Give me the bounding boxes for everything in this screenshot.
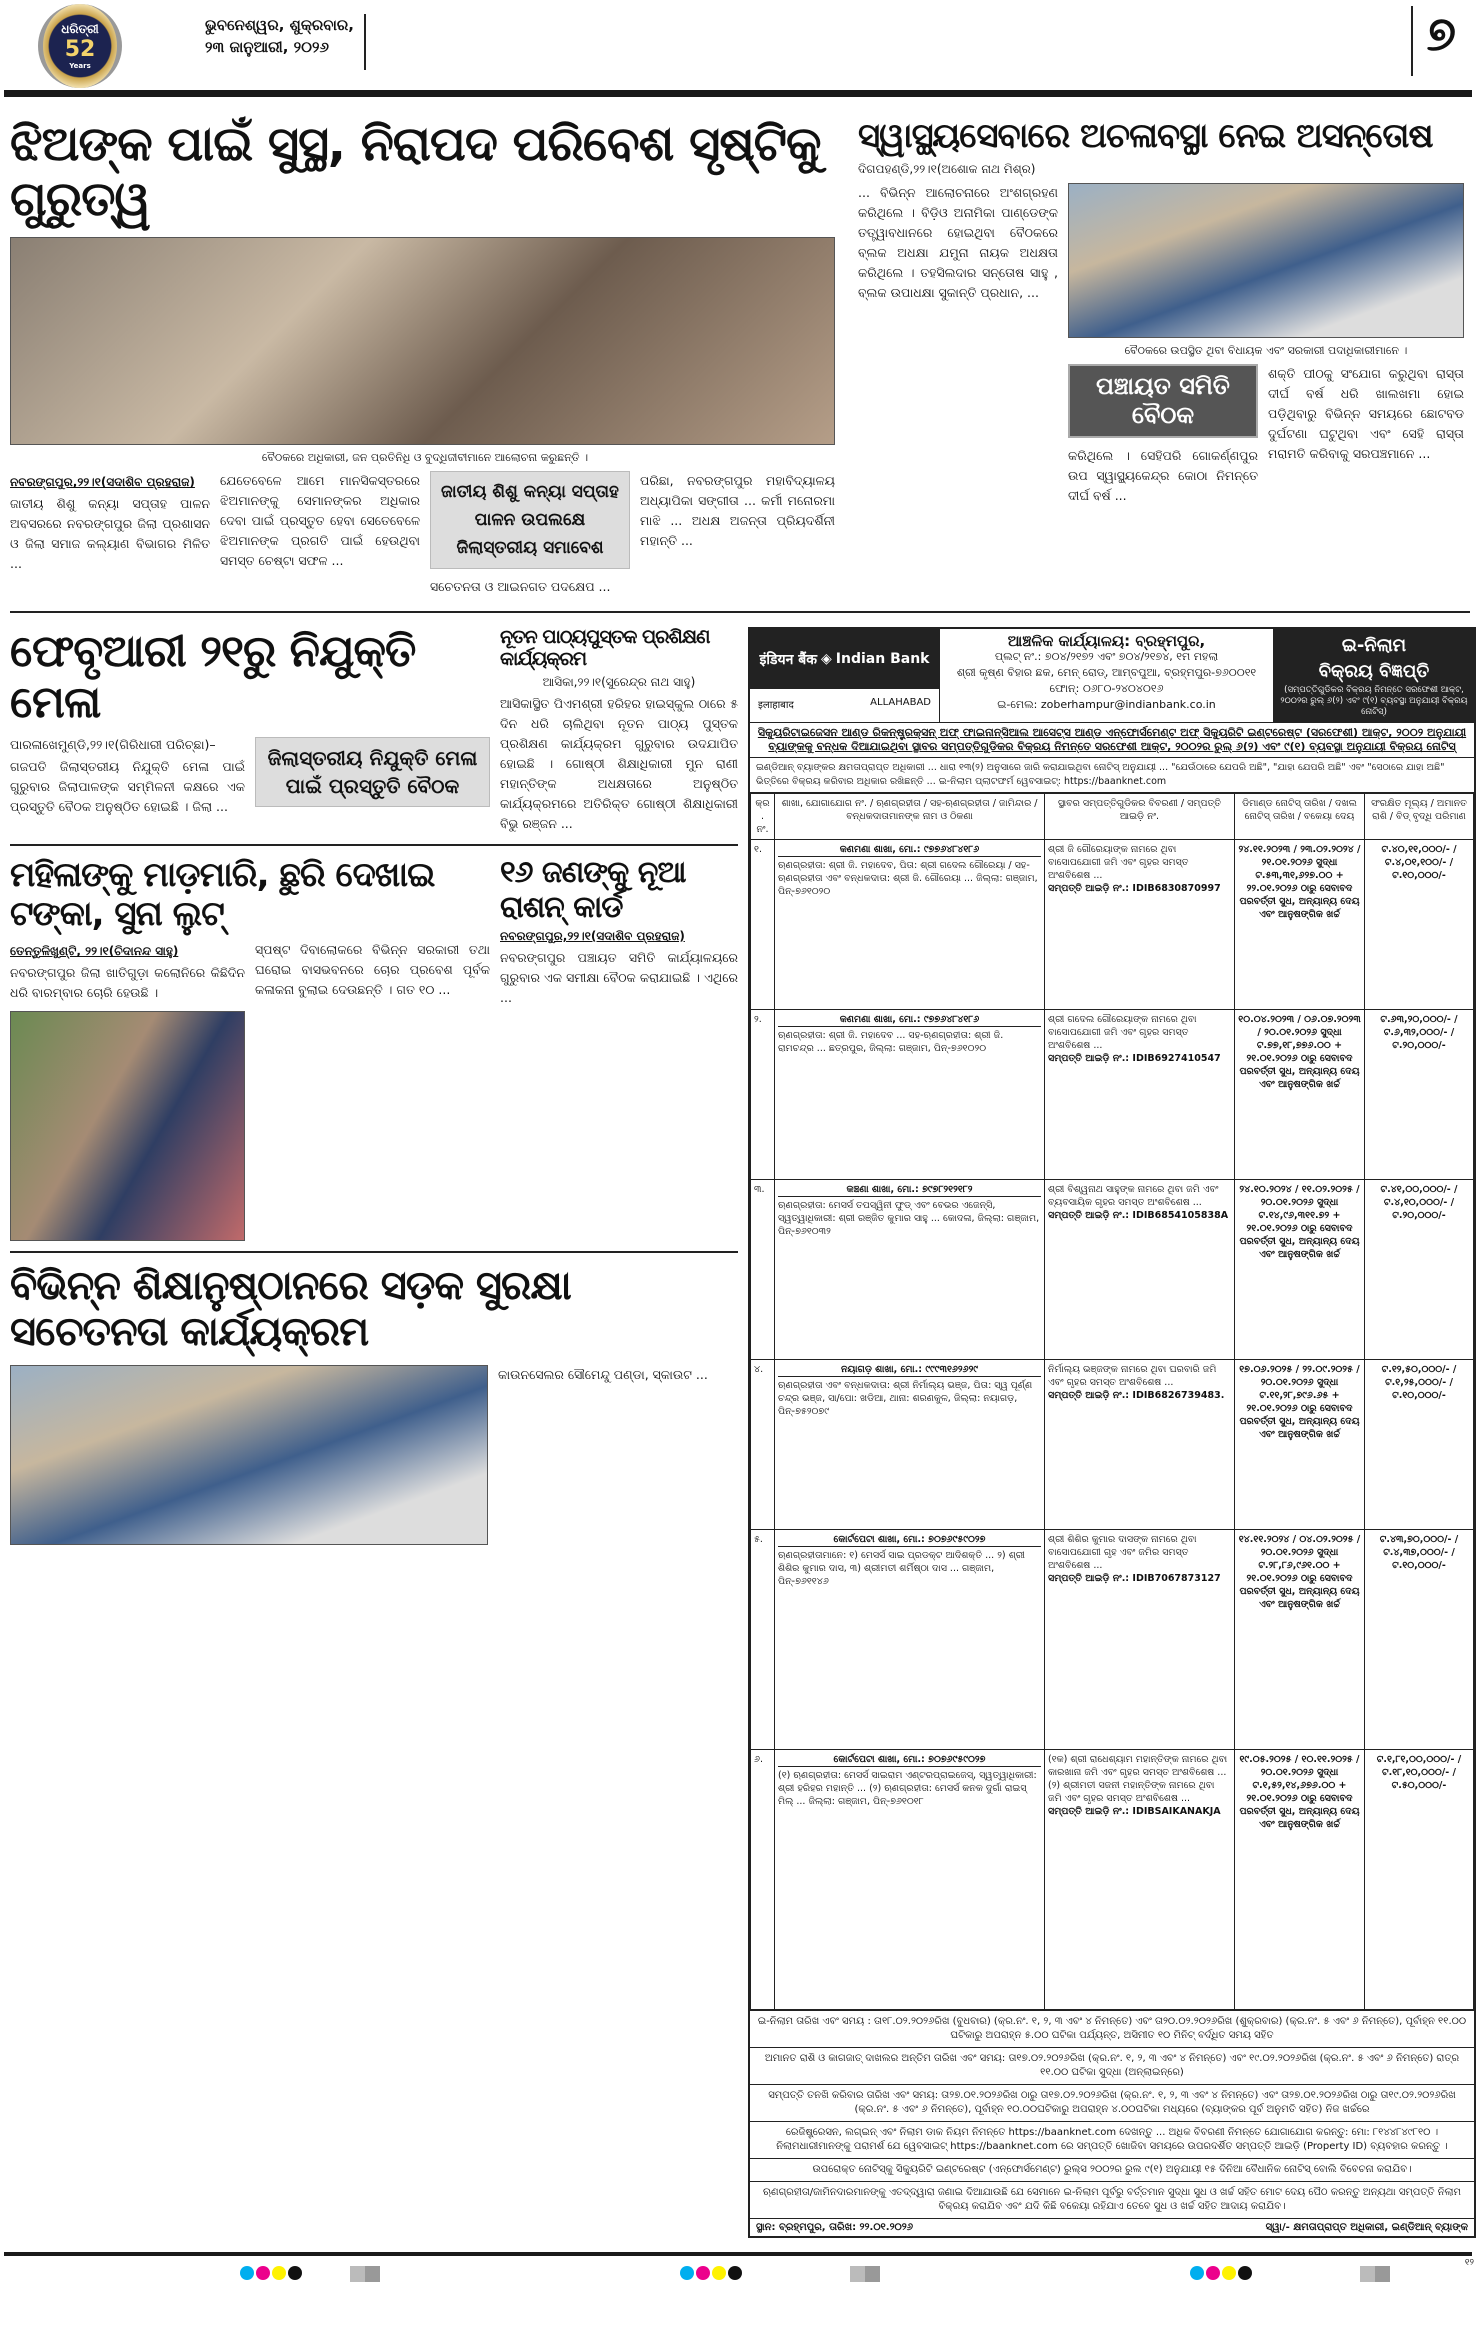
dateline-date: ୨୩ ଜାନୁଆରୀ, ୨୦୨୬ xyxy=(205,38,329,56)
story1-headline: ଝିଅଙ୍କ ପାଇଁ ସୁସ୍ଥ, ନିରାପଦ ପରିବେଶ ସୃଷ୍ଟିକୁ ଗୁରୁତ୍ୱ xyxy=(10,116,821,228)
notice-intro: ଇଣ୍ଡିଆନ୍ ବ୍ୟାଙ୍କର କ୍ଷମତାପ୍ରାପ୍ତ ଅଧିକାରୀ ... ଧାରା ୧୩(୨) ଅନୁସାରେ ଜାରି କରାଯାଇଥିବା ନୋଟିସ୍ ଅନୁଯାୟୀ ... "ଯେଉଁଠାରେ ଯେପରି ଅଛି", "ଯାହା ଯେପରି ଅଛି" ଏବଂ "ସେଠାରେ ଯାହା ଅଛି" ଭିତ୍ତିରେ ବିକ୍ରୟ କରିବାର ଅଧିକାର ରଖିଛନ୍ତି ... ଇ-ନିଲାମ ପ୍ଲାଟଫର୍ମ ୱେବସାଇଟ୍: https://baanknet.com xyxy=(750,758,1474,793)
row-number: ୫. xyxy=(751,1530,775,1750)
section-divider xyxy=(10,844,738,846)
story3-box: ଜିଲାସ୍ତରୀୟ ନିଯୁକ୍ତି ମେଳା ପାଇଁ ପ୍ରସ୍ତୁତି ବୈଠକ xyxy=(255,737,490,807)
story7 xyxy=(10,1263,738,1545)
property-details: ଶ୍ରୀ ଜି ଗୌରେୟାଙ୍କ ନାମରେ ଥିବା ବାସୋପଯୋଗୀ ଜମି ଏବଂ ଗୃହର ସମସ୍ତ ଅଂଶବିଶେଷ ... xyxy=(1048,844,1189,882)
reserve-price: ଟ.୬୩,୨୦,୦୦୦/- / ଟ.୬,୩୨,୦୦୦/- / ଟ.୨୦,୦୦୦/- xyxy=(1365,1010,1474,1180)
story3-col1: ଗଜପତି ଜିଲାସ୍ତରୀୟ ନିଯୁକ୍ତି ମେଳା ପାଇଁ ଗୁରୁବାର ଜିଲାପାଳଙ୍କ ସମ୍ମିଳନୀ କକ୍ଷରେ ଏକ ପ୍ରସ୍ତୁତି ବୈଠକ ଅନୁଷ୍ଠିତ ହୋଇଛି । ଜିଲା ... xyxy=(10,758,245,814)
color-dot xyxy=(1206,2266,1220,2280)
office-email: ଇ-ମେଲ: zoberhampur@indianbank.co.in xyxy=(997,698,1216,712)
auction-note: ଉପରୋକ୍ତ ନୋଟିସ୍‌କୁ ସିକ୍ୟୁରିଟି ଇଣ୍ଟରେଷ୍ଟ (ଏନ୍ଫୋର୍ସମେଣ୍ଟ) ରୁଲ୍ସ ୨୦୦୨ର ରୁଲ ୯(୧) ଅନୁଯାୟୀ ୧୫ ଦିନିଆ ବୈଧାନିକ ନୋଟିସ୍ ବୋଲି ବିବେଚନା କରାଯିବ। xyxy=(750,2158,1474,2181)
auction-subtitle: (ସମ୍ପତ୍ତିଗୁଡିକର ବିକ୍ରୟ ନିମନ୍ତେ ସରଫେଶୀ ଆକ୍ଟ, ୨୦୦୨ର ରୁଲ୍ ୬(୨) ଏବଂ ୯(୧) ବ୍ୟବସ୍ଥା ଅନୁଯାୟୀ ବିକ୍ରୟ ନୋଟିସ୍) xyxy=(1280,685,1468,718)
story7-col1: କାଉନସେଲର ସୌମେନ୍ଦୁ ପଣ୍ଡା, ସ୍କାଉଟ ... xyxy=(498,1367,708,1383)
story6-byline: ନବରଙ୍ଗପୁର,୨୨।୧(ସଦାଶିବ ପ୍ରହରାଜ) xyxy=(500,929,685,944)
table-row xyxy=(751,1750,1474,2010)
branch-contact: କୋର୍ଟପେଟା ଶାଖା, ମୋ.: ୭୦୭୬୯୫୯୦୨୭ xyxy=(778,1753,1041,1767)
property-details: ନିର୍ମାଲ୍ୟ ଭଞ୍ଜଙ୍କ ନାମରେ ଥିବା ଘରବାରି ଜମି ଏବଂ ଗୃହର ସମସ୍ତ ଅଂଶବିଶେଷ ... xyxy=(1048,1364,1217,1389)
masthead xyxy=(0,0,1476,90)
color-dot xyxy=(240,2266,254,2280)
color-dot xyxy=(728,2266,742,2280)
property-id: ସମ୍ପତ୍ତି ଆଇଡ଼ି ନଂ.: IDIB6830870997 xyxy=(1048,883,1221,895)
auction-note: ରେଜିଷ୍ଟ୍ରେସନ, ଲଗ୍‌ଇନ୍ ଏବଂ ନିଲାମ ଡାକ ନିୟମ ନିମନ୍ତେ https://baanknet.com ଦେଖନ୍ତୁ ... ଅଧିକ ବିବରଣୀ ନିମନ୍ତେ ଯୋଗାଯୋଗ କରନ୍ତୁ: ମୋ: ୮୧୪୪୮୪୯୮୧୦ । ନିଲାମଧାରୀମାନଙ୍କୁ ପରାମର୍ଶ ଯେ ୱେବସାଇଟ୍ https://baanknet.com ରେ ସମ୍ପତ୍ତି ଖୋଜିବା ସମୟରେ ଉପରଦର୍ଶିତ ସମ୍ପତ୍ତି ଆଇଡ଼ି (Property ID) ବ୍ୟବହାର କରନ୍ତୁ । xyxy=(750,2121,1474,2158)
auction-note: ଋଣଗ୍ରହୀତା/ଜାମିନଦାରମାନଙ୍କୁ ଏତଦ୍‌ଦ୍ୱାରା ଜଣାଇ ଦିଆଯାଉଛି ଯେ ସେମାନେ ଇ-ନିଲାମ ପୂର୍ବରୁ ବର୍ତ୍ତମାନ ସୁଦ୍ଧା ସୁଧ ଓ ଖର୍ଚ୍ଚ ସହିତ ମୋଟ ଦେୟ ପୈଠ କରନ୍ତୁ ଅନ୍ୟଥା ସମ୍ପତ୍ତି ନିଲାମ ବିକ୍ରୟ କରାଯିବ ଏବଂ ଯଦି କିଛି ବକେୟା ରହିଯାଏ ତେବେ ସୁଧ ଓ ଖର୍ଚ୍ଚ ସହିତ ଆଦାୟ କରାଯିବ। xyxy=(750,2181,1474,2218)
auction-table xyxy=(750,793,1474,2010)
table-row xyxy=(751,1530,1474,1750)
property-id: ସମ୍ପତ୍ତି ଆଇଡ଼ି ନଂ.: IDIB6927410547 xyxy=(1048,1053,1221,1065)
table-header: ଶାଖା, ଯୋଗାଯୋଗ ନଂ. / ଋଣଗ୍ରହୀତା / ସହ-ଋଣଗ୍ରହୀତା / ଜାମିନ୍ଦାର / ବନ୍ଧକଦାତାମାନଙ୍କ ନାମ ଓ ଠିକଣା xyxy=(775,794,1045,840)
notice-signatory: ସ୍ୱା/- କ୍ଷମତାପ୍ରାପ୍ତ ଅଧିକାରୀ, ଇଣ୍ଡିଆନ୍ ବ୍ୟାଙ୍କ xyxy=(1265,2222,1468,2234)
auction-note: ଅମାନତ ରାଶି ଓ କାଗଜାତ୍ ଦାଖଲର ଅନ୍ତିମ ତାରିଖ ଏବଂ ସମୟ: ତା୧୭.୦୨.୨୦୨୬ରିଖ (କ୍ର.ନଂ. ୧, ୨, ୩ ଏବଂ ୪ ନିମନ୍ତେ) ଏବଂ ୧୯.୦୨.୨୦୨୬ରିଖ (କ୍ର.ନଂ. ୫ ଏବଂ ୬ ନିମନ୍ତେ) ରାତ୍ର ୧୧.୦୦ ଘଟିକା ସୁଦ୍ଧା (ଅନ୍‌ଲାଇନ୍‌ରେ) xyxy=(750,2047,1474,2084)
color-registration-dots xyxy=(680,2266,744,2280)
story2-byline: ଦିଗପହଣ୍ଡି,୨୨।୧(ଅଶୋକ ନାଥ ମିଶ୍ର) xyxy=(858,162,1036,177)
story2-photo xyxy=(1068,183,1464,338)
notice-dates-dues: ୧୭.୦୬.୨୦୨୫ / ୨୨.୦୯.୨୦୨୫ / ୨୦.୦୧.୨୦୨୬ ସୁଦ୍ଧା ଟ.୧୧,୨୮,୭୯୬.୬୫ + ୨୧.୦୧.୨୦୨୬ ଠାରୁ ସେବାବଦ ପରବର୍ତ୍ତୀ ସୁଧ, ଅନ୍ୟାନ୍ୟ ଦେୟ ଏବଂ ଆନୁଷଙ୍ଗିକ ଖର୍ଚ୍ଚ xyxy=(1235,1360,1365,1530)
story2-headline: ସ୍ୱାସ୍ଥ୍ୟସେବାରେ ଅଚଳାବସ୍ଥା ନେଇ ଅସନ୍ତୋଷ xyxy=(858,116,1433,156)
gray-registration-square xyxy=(350,2266,380,2282)
borrower-cell xyxy=(775,840,1045,1010)
story4-col1: ଆସିକାସ୍ଥିତ ପିଏମଶ୍ରୀ ହରିହର ହାଇସ୍କୁଲ ଠାରେ ୫ ଦିନ ଧରି ଚାଲିଥିବା ନୂତନ ପାଠ୍ୟ ପୁସ୍ତକ ପ୍ରଶିକ୍ଷଣ କାର୍ଯ୍ୟକ୍ରମ ଗୁରୁବାର ଉଦଯାପିତ ହୋଇଛି । ଗୋଷ୍ଠୀ ଶିକ୍ଷାଧିକାରୀ ମୁନ ରାଣୀ ମହାନ୍ତିଙ୍କ ଅଧକ୍ଷତାରେ ଅନୁଷ୍ଠିତ କାର୍ଯ୍ୟକ୍ରମରେ ଅତିରିକ୍ତ ଗୋଷ୍ଠୀ ଶିକ୍ଷାଧିକାରୀ ବିଭୁ ରଞ୍ଜନ ... xyxy=(500,696,738,832)
branch-contact: କୋର୍ଟପେଟା ଶାଖା, ମୋ.: ୭୦୭୬୯୫୯୦୨୭ xyxy=(778,1533,1041,1547)
story7-headline: ବିଭିନ୍ନ ଶିକ୍ଷାନୁଷ୍ଠାନରେ ସଡ଼କ ସୁରକ୍ଷା ସଚେତନତା କାର୍ଯ୍ୟକ୍ରମ xyxy=(10,1263,571,1356)
registration-marks xyxy=(20,2266,1420,2284)
auction-title1: ଇ-ନିଲାମ xyxy=(1341,635,1407,657)
indian-bank-auction-notice xyxy=(748,627,1476,2238)
story2-box: ପଞ୍ଚାୟତ ସମିତି ବୈଠକ xyxy=(1068,364,1258,438)
color-dot xyxy=(1190,2266,1204,2280)
story1-caption: ବୈଠକରେ ଅଧିକାରୀ, ଜନ ପ୍ରତିନିଧି ଓ ବୁଦ୍ଧିଜୀବୀମାନେ ଆଲୋଚନା କରୁଛନ୍ତି । xyxy=(261,451,589,465)
property-cell xyxy=(1045,1180,1235,1360)
table-header: ସ୍ଥାବର ସମ୍ପତ୍ତିଗୁଡିକର ବିବରଣୀ / ସମ୍ପତ୍ତି ଆଇଡ଼ି ନଂ. xyxy=(1045,794,1235,840)
story2-col2: କରିଥିଲେ । ସେହିପରି ଗୋକର୍ଣ୍ଣପୁର ଉପ ସ୍ୱାସ୍ଥ୍ୟକେନ୍ଦ୍ର କୋଠା ନିମନ୍ତେ ଦୀର୍ଘ ବର୍ଷ ... xyxy=(1068,447,1258,503)
color-dot xyxy=(696,2266,710,2280)
borrower-cell xyxy=(775,1180,1045,1360)
table-header: ସଂରକ୍ଷିତ ମୂଲ୍ୟ / ଅମାନତ ରାଶି / ବିଡ୍ ବୃଦ୍ଧି ପରିମାଣ xyxy=(1365,794,1474,840)
page-number: ୭ xyxy=(1411,6,1456,76)
story3-byline: ପାରଳାଖେମୁଣ୍ଡି,୨୨।୧(ଗିରିଧାରୀ ପରିଚ୍ଛା)– xyxy=(10,736,216,752)
property-details: (୧କ) ଶ୍ରୀ ରାଧେଶ୍ୟାମ ମହାନ୍ତିଙ୍କ ନାମରେ ଥିବା କାରଖାନା ଜମି ଏବଂ ଗୃହର ସମସ୍ତ ଅଂଶବିଶେଷ ... (୨) ଶ୍ରୀମତୀ ସଜନୀ ମହାନ୍ତିଙ୍କ ନାମରେ ଥିବା ଜମି ଏବଂ ଗୃହର ସମସ୍ତ ଅଂଶବିଶେଷ ... xyxy=(1048,1754,1228,1805)
property-id: ସମ୍ପତ୍ତି ଆଇଡ଼ି ନଂ.: IDIB6854105838A xyxy=(1048,1210,1229,1222)
dateline xyxy=(205,14,366,70)
story2-col1: ... ବିଭିନ୍ନ ଆଲୋଚନାରେ ଅଂଶଗ୍ରହଣ କରିଥିଲେ । ବିଡ଼ିଓ ଅନାମିକା ପାଣ୍ଡେଙ୍କ ତତ୍ତ୍ୱାବଧାନରେ ହୋଇଥିବା ବୈଠକରେ ବ୍ଲକ ଅଧକ୍ଷା ଯମୁନା ନାୟକ ଅଧକ୍ଷତା କରିଥିଲେ । ତହସିଲଦାର ସନ୍ତୋଷ ସାହୁ , ବ୍ଲକ ଉପାଧକ୍ଷା ସୁକାନ୍ତି ପ୍ରଧାନ, ... xyxy=(858,185,1058,301)
property-details: ଶ୍ରୀ ବିଶ୍ୱନାଥ ସାହୁଙ୍କ ନାମରେ ଥିବା ଜମି ଏବଂ ବ୍ୟବସାୟିକ ଗୃହର ସମସ୍ତ ଅଂଶବିଶେଷ ... xyxy=(1048,1184,1219,1209)
branch-contact: ନୟାଗଡ଼ ଶାଖା, ମୋ.: ୯୯୯୩୧୬୨୬୨୯ xyxy=(778,1363,1041,1377)
row-number: ୨. xyxy=(751,1010,775,1180)
borrower-cell xyxy=(775,1010,1045,1180)
borrower-details: (୧) ଋଣଗ୍ରହୀତା: ମେସର୍ସ ସାଇରାମ ଏଣ୍ଟରପ୍ରାଇଜେସ୍, ସ୍ୱତ୍ୱାଧିକାରୀ: ଶ୍ରୀ ହରିହର ମହାନ୍ତି ... (୨) ଋଣଗ୍ରହୀତା: ମେସର୍ସ କନକ ଦୁର୍ଗା ରାଇସ୍ ମିଲ୍ ... ଜିଲ୍ଲା: ଗଞ୍ଜାମ, ପିନ୍-୭୬୧୦୧୮ xyxy=(778,1770,1037,1808)
color-dot xyxy=(1238,2266,1252,2280)
borrower-details: ଋଣଗ୍ରହୀତା: ଶ୍ରୀ ଜି. ମହାଦେବ, ପିତା: ଶ୍ରୀ ଗଦେଲ ଗୌରେୟା / ସହ-ଋଣଗ୍ରହୀତା ଏବଂ ବନ୍ଧକଦାତା: ଶ୍ରୀ ଜି. ଗୌରେୟା ... ଜିଲ୍ଲା: ଗଞ୍ଜାମ, ପିନ୍-୭୬୧୦୨୦ xyxy=(778,860,1038,898)
row-number: ୪. xyxy=(751,1360,775,1530)
color-dot xyxy=(680,2266,694,2280)
dateline-place-day: ଭୁବନେଶ୍ୱର, ଶୁକ୍ରବାର, xyxy=(205,16,354,34)
reserve-price: ଟ.୧୨,୫୦,୦୦୦/- / ଟ.୧,୨୫,୦୦୦/- / ଟ.୧୦,୦୦୦/- xyxy=(1365,1360,1474,1530)
borrower-cell xyxy=(775,1530,1045,1750)
gray-registration-square xyxy=(850,2266,880,2282)
property-cell xyxy=(1045,1750,1235,2010)
gray-registration-square xyxy=(1360,2266,1390,2282)
footer-rule xyxy=(4,2252,1472,2256)
newspaper-logo xyxy=(38,4,122,88)
office-address xyxy=(940,629,1274,722)
story5 xyxy=(10,856,490,1241)
masthead-rule xyxy=(4,90,1472,97)
bank-name-hindi: इंडियन बैंक xyxy=(759,651,818,668)
notice-dates-dues: ୧୦.୦୪.୨୦୨୩ / ୦୬.୦୭.୨୦୨୩ / ୨୦.୦୧.୨୦୨୬ ସୁଦ୍ଧା ଟ.୭୭,୧୮,୭୭୬.୦୦ + ୨୧.୦୧.୨୦୨୬ ଠାରୁ ସେବାବଦ ପରବର୍ତ୍ତୀ ସୁଧ, ଅନ୍ୟାନ୍ୟ ଦେୟ ଏବଂ ଆନୁଷଙ୍ଗିକ ଖର୍ଚ୍ଚ xyxy=(1235,1010,1365,1180)
story2-photo-caption: ବୈଠକରେ ଉପସ୍ଥିତ ଥିବା ବିଧାୟକ ଏବଂ ସରକାରୀ ପଦାଧିକାରୀମାନେ । xyxy=(1124,344,1408,358)
borrower-details: ଋଣଗ୍ରହୀତା: ମେସର୍ସ ତପସ୍ୱିନୀ ଫୁଡ୍ ଏବଂ ବେଭର ଏଜେନ୍ସି, ସ୍ୱତ୍ୱାଧିକାରୀ: ଶ୍ରୀ ରଞ୍ଜିତ କୁମାର ସାହୁ ... କୋଦଳା, ଜିଲ୍ଲା: ଗଞ୍ଜାମ, ପିନ୍-୭୬୧୦୩୨ xyxy=(778,1200,1040,1238)
table-row xyxy=(751,840,1474,1010)
section-divider xyxy=(10,1251,738,1253)
property-id: ସମ୍ପତ୍ତି ଆଇଡ଼ି ନଂ.: IDIBSAIKANAKJA xyxy=(1048,1806,1221,1818)
lower-section xyxy=(0,613,1476,2238)
bank-name-english: Indian Bank xyxy=(835,651,930,668)
color-registration-dots xyxy=(1190,2266,1254,2280)
notice-dates-dues: ୧୯.୦୫.୨୦୨୫ / ୧୦.୧୧.୨୦୨୫ / ୨୦.୦୧.୨୦୨୬ ସୁଦ୍ଧା ଟ.୧,୫୨,୧୪,୬୭୬.୦୦ + ୨୧.୦୧.୨୦୨୬ ଠାରୁ ସେବାବଦ ପରବର୍ତ୍ତୀ ସୁଧ, ଅନ୍ୟାନ୍ୟ ଦେୟ ଏବଂ ଆନୁଷଙ୍ଗିକ ଖର୍ଚ୍ଚ xyxy=(1235,1750,1365,2010)
bank-emblem-icon: ◈ xyxy=(821,651,832,668)
row-number: ୩. xyxy=(751,1180,775,1360)
table-header: କ୍ର. ନଂ. xyxy=(751,794,775,840)
color-dot xyxy=(272,2266,286,2280)
property-details: ଶ୍ରୀ ଗଦେଲ ଗୌରେୟାଙ୍କ ନାମରେ ଥିବା ବାସୋପଯୋଗୀ ଜମି ଏବଂ ଗୃହର ସମସ୍ତ ଅଂଶବିଶେଷ ... xyxy=(1048,1014,1197,1052)
story2 xyxy=(858,117,1464,597)
table-header: ଡିମାଣ୍ଡ ନୋଟିସ୍ ତାରିଖ / ଦଖଲ ନୋଟିସ୍ ତାରିଖ / ବକେୟା ଦେୟ xyxy=(1235,794,1365,840)
allahabad-english: ALLAHABAD xyxy=(870,697,931,709)
lower-left-column xyxy=(10,613,738,1545)
story2-col3: ଶକ୍ତି ପୀଠକୁ ସଂଯୋଗ କରୁଥିବା ରାସ୍ତା ଦୀର୍ଘ ବର୍ଷ ଧରି ଖାଲଖମା ହୋଇ ପଡ଼ିଥିବାରୁ ବିଭିନ୍ନ ସମୟରେ ଛୋଟବଡ ଦୁର୍ଘଟଣା ଘଟୁଥିବା ଏବଂ ସେହି ରାସ୍ତା ମରାମତି କରିବାକୁ ସରପଞ୍ଚମାନେ ... xyxy=(1268,366,1464,462)
borrower-details: ଋଣଗ୍ରହୀତା: ଶ୍ରୀ ଜି. ମହାଦେବ ... ସହ-ଋଣଗ୍ରହୀତା: ଶ୍ରୀ ଜି. ରାମଚନ୍ଦ୍ର ... ଛତ୍ରପୁର, ଜିଲ୍ଲା: ଗଞ୍ଜାମ, ପିନ୍-୭୬୧୦୨୦ xyxy=(778,1030,1004,1055)
story1-subhead: ଜାତୀୟ ଶିଶୁ କନ୍ୟା ସପ୍ତାହ ପାଳନ ଉପଲକ୍ଷେ ଜିଲାସ୍ତରୀୟ ସମାବେଶ xyxy=(430,471,630,569)
office-line1: ପ୍ଲଟ୍ ନଂ.: ୭୦୪/୨୧୭୨ ଏବଂ ୭୦୪/୨୧୭୪, ୧ମ ମହଲା xyxy=(994,650,1219,664)
story6 xyxy=(500,856,738,1008)
color-dot xyxy=(288,2266,302,2280)
story5-headline: ମହିଳାଙ୍କୁ ମାଡ଼ମାରି, ଛୁରି ଦେଖାଇ ଟଙ୍କା, ସୁନା ଲୁଟ୍ xyxy=(10,855,435,935)
borrower-cell xyxy=(775,1360,1045,1530)
borrower-details: ଋଣଗ୍ରହୀତା ଏବଂ ବନ୍ଧକଦାତା: ଶ୍ରୀ ନିର୍ମାଲ୍ୟ ଭଞ୍ଜ, ପିତା: ସ୍ୱ ପୂର୍ଣ୍ଣ ଚନ୍ଦ୍ର ଭଞ୍ଜ, ସା/ପୋ: ଖଡିଆ, ଥାନା: ଶରଣକୁଳ, ଜିଲ୍ଲା: ନୟାଗଡ଼, ପିନ୍-୭୫୨୦୭୯ xyxy=(778,1380,1033,1418)
office-phone: ଫୋନ୍: ୦୬୮୦-୨୪୦୪୦୧୬ xyxy=(1049,682,1164,696)
story5-col2: ସ୍ପଷ୍ଟ ଦିବାଲୋକରେ ବିଭିନ୍ନ ସରକାରୀ ତଥା ଘରୋଇ ବାସଭବନରେ ଚୋର ପ୍ରବେଶ ପୂର୍ବକ କଳାକନା ବୁଲାଇ ଦେଉଛନ୍ତି । ଗତ ୧୦ ... xyxy=(255,942,490,998)
story1-photo xyxy=(10,237,835,445)
notice-dates-dues: ୨୪.୧୧.୨୦୨୩ / ୨୩.୦୨.୨୦୨୪ / ୨୧.୦୧.୨୦୨୬ ସୁଦ୍ଧା ଟ.୫୩,୩୧,୬୨୭.୦୦ + ୨୨.୦୧.୨୦୨୬ ଠାରୁ ସେବାବଦ ପରବର୍ତ୍ତୀ ସୁଧ, ଅନ୍ୟାନ୍ୟ ଦେୟ ଏବଂ ଆନୁଷଙ୍ଗିକ ଖର୍ଚ୍ଚ xyxy=(1235,840,1365,1010)
reserve-price: ଟ.୪୩,୭୦,୦୦୦/- / ଟ.୪,୩୭,୦୦୦/- / ଟ.୧୦,୦୦୦/- xyxy=(1365,1530,1474,1750)
folio: ୧୨ xyxy=(1464,2258,1474,2269)
property-cell xyxy=(1045,840,1235,1010)
table-row xyxy=(751,1360,1474,1530)
auction-note: ଇ-ନିଲାମ ତାରିଖ ଏବଂ ସମୟ : ତା୧୮.୦୨.୨୦୨୬ରିଖ (ବୁଧବାର) (କ୍ର.ନଂ. ୧, ୨, ୩ ଏବଂ ୪ ନିମନ୍ତେ) ଏବଂ ତା୨୦.୦୨.୨୦୨୬ରିଖ (ଶୁକ୍ରବାର) (କ୍ର.ନଂ. ୫ ଏବଂ ୬ ନିମନ୍ତେ), ପୂର୍ବାହ୍ନ ୧୧.୦୦ ଘଟିକାରୁ ଅପରାହ୍ନ ୫.୦୦ ଘଟିକା ପର୍ଯ୍ୟନ୍ତ, ଅସିମୀତ ୧୦ ମିନିଟ୍ ବର୍ଦ୍ଧିତ ସମୟ ସହିତ xyxy=(750,2010,1474,2047)
borrower-details: ଋଣଗ୍ରହୀତାମାନେ: ୧) ମେସର୍ସ ସାଇ ପ୍ରଡକ୍ଟ ଆଦିଶକ୍ତି ... ୨) ଶ୍ରୀ ଶିଶିର କୁମାର ଦାସ, ୩) ଶ୍ରୀମତୀ ଶର୍ମିଷ୍ଠା ଦାସ ... ଗଞ୍ଜାମ, ପିନ୍-୭୬୧୧୪୬ xyxy=(778,1550,1025,1588)
logo-years: 52 xyxy=(64,37,96,62)
notice-place-date: ସ୍ଥାନ: ବ୍ରହ୍ମପୁର, ତାରିଖ: ୨୨.୦୧.୨୦୨୬ xyxy=(756,2222,914,2234)
auction-title-block xyxy=(1274,629,1474,722)
notice-dates-dues: ୨୪.୧୦.୨୦୨୪ / ୧୧.୦୨.୨୦୨୫ / ୨୦.୦୧.୨୦୨୬ ସୁଦ୍ଧା ଟ.୧୪,୯୬,୩୧୧.୭୨ + ୨୧.୦୧.୨୦୨୬ ଠାରୁ ସେବାବଦ ପରବର୍ତ୍ତୀ ସୁଧ, ଅନ୍ୟାନ୍ୟ ଦେୟ ଏବଂ ଆନୁଷଙ୍ଗିକ ଖର୍ଚ୍ଚ xyxy=(1235,1180,1365,1360)
branch-contact: କଣମଣା ଶାଖା, ମୋ.: ୯୭୭୬୪୮୪୧୮୬ xyxy=(778,843,1041,857)
story1-col3: ସଚେତନତା ଓ ଆଇନଗତ ପଦକ୍ଷେପ ... xyxy=(430,579,611,595)
story6-headline: ୧୬ ଜଣଙ୍କୁ ନୂଆ ରାଶନ୍ କାର୍ଡ xyxy=(500,855,686,925)
property-id: ସମ୍ପତ୍ତି ଆଇଡ଼ି ନଂ.: IDIB6826739483. xyxy=(1048,1390,1225,1402)
borrower-cell xyxy=(775,1750,1045,2010)
footer xyxy=(0,2248,1476,2288)
table-row xyxy=(751,1010,1474,1180)
color-dot xyxy=(712,2266,726,2280)
story3 xyxy=(10,627,490,816)
property-cell xyxy=(1045,1530,1235,1750)
reserve-price: ଟ.୪୦,୧୧,୦୦୦/- / ଟ.୪,୦୧,୧୦୦/- / ଟ.୧୦,୦୦୦/- xyxy=(1365,840,1474,1010)
story3-headline: ଫେବୃଆରୀ ୨୧ରୁ ନିଯୁକ୍ତି ମେଳା xyxy=(10,626,416,728)
office-line2: ଶ୍ରୀ କୃଷ୍ଣ ବିହାର ଛକ, ମେନ୍ ରୋଡ୍, ଆମ୍ବପୁଆ, ବ୍ରହ୍ମପୁର-୭୬୦୦୧୧ xyxy=(956,666,1257,680)
row-number: ୬. xyxy=(751,1750,775,2010)
allahabad-hindi: इलाहाबाद xyxy=(758,700,794,712)
property-id: ସମ୍ପତ୍ତି ଆଇଡ଼ି ନଂ.: IDIB7067873127 xyxy=(1048,1573,1221,1585)
story1-col2: ଯେତେବେଳେ ଆମେ ମାନସିକସ୍ତରରେ ଝିଅମାନଙ୍କୁ ସେମାନଙ୍କର ଅଧିକାର ଦେବା ପାଇଁ ପ୍ରସ୍ତୁତ ହେବା ସେତେବେଳେ ଝିଅମାନଙ୍କ ପ୍ରଗତି ପାଇଁ ହେଉଥିବା ସମସ୍ତ ଚେଷ୍ଟା ସଫଳ ... xyxy=(220,473,420,569)
story1-col4: ପରିଛା, ନବରଙ୍ଗପୁର ମହାବିଦ୍ୟାଳୟ ଅଧ୍ୟାପିକା ସଙ୍ଗୀତା ... କର୍ମୀ ମନୋରମା ମାଝି ... ଅଧକ୍ଷ ଅଜନ୍ତା ପ୍ରିୟଦର୍ଶିନୀ ମହାନ୍ତି ... xyxy=(640,473,835,549)
logo-years-label: Years xyxy=(69,62,91,70)
bank-logo-block xyxy=(750,629,940,722)
color-dot xyxy=(1222,2266,1236,2280)
logo-text: ଧରିତ୍ରୀ xyxy=(61,22,99,36)
color-registration-dots xyxy=(240,2266,304,2280)
story6-col1: ନବରଙ୍ଗପୁର ପଞ୍ଚାୟତ ସମିତି କାର୍ଯ୍ୟାଳୟରେ ଗୁରୁବାର ଏକ ସମୀକ୍ଷା ବୈଠକ କରାଯାଇଛି । ଏଥିରେ ... xyxy=(500,950,738,1006)
reserve-price: ଟ.୪୧,୦୦,୦୦୦/- / ଟ.୪,୧୦,୦୦୦/- / ଟ.୨୦,୦୦୦/- xyxy=(1365,1180,1474,1360)
property-cell xyxy=(1045,1360,1235,1530)
property-cell xyxy=(1045,1010,1235,1180)
table-row xyxy=(751,1180,1474,1360)
story5-byline: ତେନ୍ତୁଳିଖୁଣ୍ଟି, ୨୨।୧(ଚିଦାନନ୍ଦ ସାହୁ) xyxy=(10,944,179,959)
office-title: ଆଞ୍ଚଳିକ କାର୍ଯ୍ୟାଳୟ: ବ୍ରହ୍ମପୁର, xyxy=(1007,632,1206,651)
row-number: ୧. xyxy=(751,840,775,1010)
story7-photo xyxy=(10,1365,488,1545)
notice-heading: ସିକ୍ୟୁରିଟାଇଜେସନ ଆଣ୍ଡ ରିକନ୍ଷ୍ଟ୍ରକ୍ସନ୍ ଅଫ୍ ଫାଇନାନ୍ସିଆଲ ଆସେଟ୍ସ ଆଣ୍ଡ ଏନ୍ଫୋର୍ସମେଣ୍ଟ ଅଫ୍ ସିକ୍ୟୁରିଟି ଇଣ୍ଟରେଷ୍ଟ (ସରଫେଶୀ) ଆକ୍ଟ, ୨୦୦୨ ଅନୁଯାୟୀ ବ୍ୟାଙ୍କକୁ ବନ୍ଧକ ଦିଆଯାଇଥିବା ସ୍ଥାବର ସମ୍ପତ୍ତିଗୁଡିକର ବିକ୍ରୟ ନିମନ୍ତେ ସରଫେଶୀ ଆକ୍ଟ, ୨୦୦୨ର ରୁଲ୍ ୬(୨) ଏବଂ ୯(୧) ବ୍ୟବସ୍ଥା ଅନୁଯାୟୀ ବିକ୍ରୟ ନୋଟିସ୍ xyxy=(750,723,1474,758)
story4-byline: ଆସିକା,୨୨।୧(ସୁରେନ୍ଦ୍ର ନାଥ ସାହୁ) xyxy=(542,675,696,690)
auction-note: ସମ୍ପତ୍ତି ତନଖି କରିବାର ତାରିଖ ଏବଂ ସମୟ: ତା୨୭.୦୧.୨୦୨୬ରିଖ ଠାରୁ ତା୧୭.୦୨.୨୦୨୬ରିଖ (କ୍ର.ନଂ. ୧, ୨, ୩ ଏବଂ ୪ ନିମନ୍ତେ) ଏବଂ ତା୨୭.୦୧.୨୦୨୬ରିଖ ଠାରୁ ତା୧୯.୦୨.୨୦୨୬ରିଖ (କ୍ର.ନଂ. ୫ ଏବଂ ୬ ନିମନ୍ତେ), ପୂର୍ବାହ୍ନ ୧୦.୦୦ଘଟିକାରୁ ଅପରାହ୍ନ ୪.୦୦ଘଟିକା ମଧ୍ୟରେ (ବ୍ୟାଙ୍କର ପୂର୍ବ ଅନୁମତି ସହିତ) ନିଜ ଖର୍ଚ୍ଚରେ xyxy=(750,2084,1474,2121)
color-dot xyxy=(256,2266,270,2280)
top-section xyxy=(0,97,1476,597)
auction-title2: ବିକ୍ରୟ ବିଜ୍ଞପ୍ତି xyxy=(1318,661,1430,683)
story1-col1: ଜାତୀୟ ଶିଶୁ କନ୍ୟା ସପ୍ତାହ ପାଳନ ଅବସରରେ ନବରଙ୍ଗପୁର ଜିଲା ପ୍ରଶାସନ ଓ ଜିଲା ସମାଜ କଲ୍ୟାଣ ବିଭାଗର ମିଳିତ ... xyxy=(10,496,210,572)
story4 xyxy=(500,627,738,834)
notice-dates-dues: ୧୪.୧୧.୨୦୨୪ / ୦୪.୦୨.୨୦୨୫ / ୨୦.୦୧.୨୦୨୬ ସୁଦ୍ଧା ଟ.୨୮,୮୬,୯୬୧.୦୦ + ୨୧.୦୧.୨୦୨୬ ଠାରୁ ସେବାବଦ ପରବର୍ତ୍ତୀ ସୁଧ, ଅନ୍ୟାନ୍ୟ ଦେୟ ଏବଂ ଆନୁଷଙ୍ଗିକ ଖର୍ଚ୍ଚ xyxy=(1235,1530,1365,1750)
story1 xyxy=(10,117,840,597)
branch-contact: କଣମଣା ଶାଖା, ମୋ.: ୯୭୭୬୪୮୪୧୮୬ xyxy=(778,1013,1041,1027)
story1-byline: ନବରଙ୍ଗପୁର,୨୨।୧(ସଦାଶିବ ପ୍ରହରାଜ) xyxy=(10,475,195,490)
reserve-price: ଟ.୧,୮୧,୦୦,୦୦୦/- / ଟ.୧୮,୧୦,୦୦୦/- / ଟ.୫୦,୦୦୦/- xyxy=(1365,1750,1474,2010)
story4-headline: ନୂତନ ପାଠ୍ୟପୁସ୍ତକ ପ୍ରଶିକ୍ଷଣ କାର୍ଯ୍ୟକ୍ରମ xyxy=(500,626,710,671)
property-details: ଶ୍ରୀ ଶିଶିର କୁମାର ଦାସଙ୍କ ନାମରେ ଥିବା ବାସୋପଯୋଗୀ ଗୃହ ଏବଂ ଜମିର ସମସ୍ତ ଅଂଶବିଶେଷ ... xyxy=(1048,1534,1197,1572)
story5-col1: ନବରଙ୍ଗପୁର ଜିଲା ଖାତିଗୁଡ଼ା କଲୋନିରେ କିଛିଦିନ ଧରି ବାରମ୍ବାର ଚୋରି ହେଉଛି । xyxy=(10,965,245,1001)
story5-photo xyxy=(10,1011,245,1241)
branch-contact: କଞ୍ଚଣା ଶାଖା, ମୋ.: ୭୯୭୮୨୧୨୧୮୨ xyxy=(778,1183,1041,1197)
